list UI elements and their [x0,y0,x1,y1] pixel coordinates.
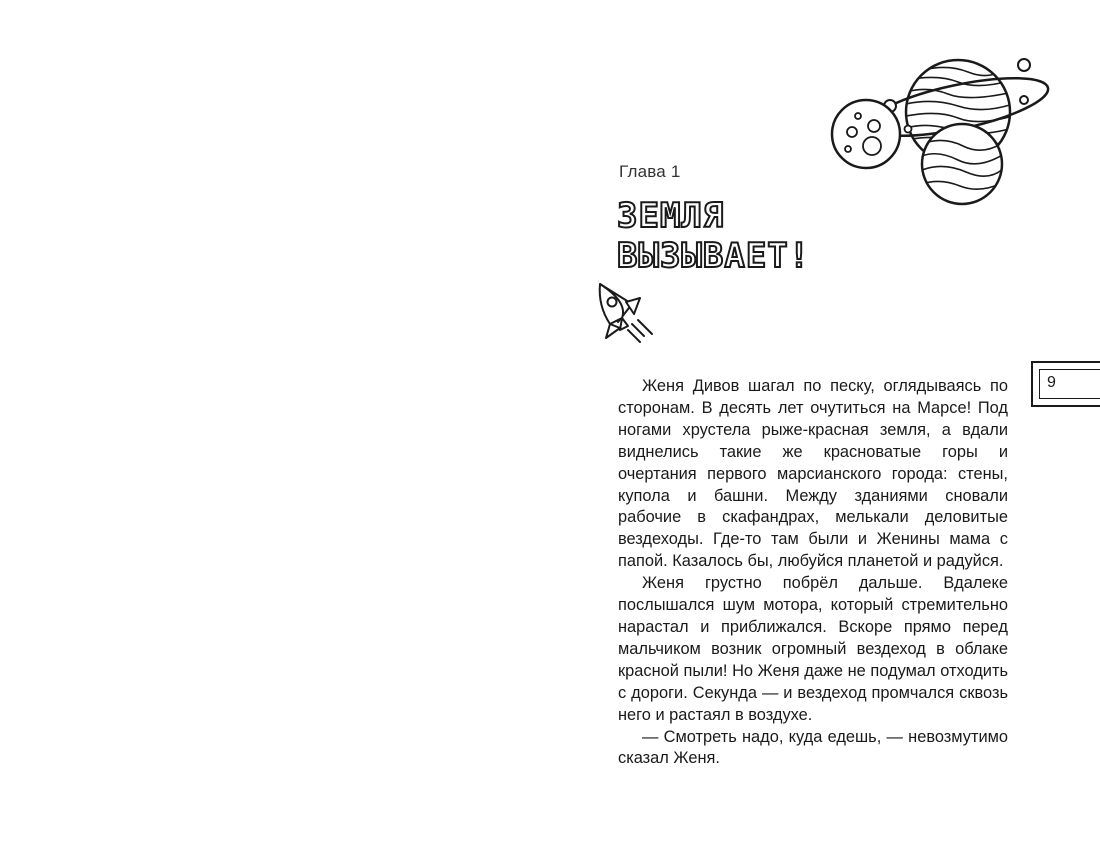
paragraph: — Смотреть надо, куда едешь, — невозмутимо сказал Женя. [618,727,1008,768]
page-number: 9 [1047,374,1056,391]
chapter-title-line-1: ЗЕМЛЯ [617,196,725,236]
page-number-tab [1031,361,1100,407]
paragraph: Женя Дивов шагал по песку, оглядываясь по сторонам. В десять лет очутиться на Марсе! Под ногами хрустела рыже-красная земля, а вдали виднелись такие же красноватые горы и очертания первого марсианского города: стены, купола и башни. Между зданиями сновали рабочие в скафандрах, мелькали деловитые вездеходы. Где-то там были и Женины мама с папой. Казалось бы, любуйся планетой и радуйся. [618,377,1008,571]
rocket-icon [592,280,664,348]
chapter-label: Глава 1 [619,162,681,181]
planets-illustration [828,52,1058,212]
paragraph: Женя грустно побрёл дальше. Вдалеке послышался шум мотора, который стремительно нарастал и приближался. Вскоре прямо перед мальчиком возник огромный вездеход в облаке красной пыли! Но Женя даже не подумал отходить с дороги. Секунда — и вездеход промчался сквозь него и растаял в воздухе. [618,574,1008,724]
chapter-title-line-2: ВЫЗЫВАЕТ! [617,236,811,276]
chapter-body-text [618,376,1008,770]
chapter-title [617,196,947,276]
